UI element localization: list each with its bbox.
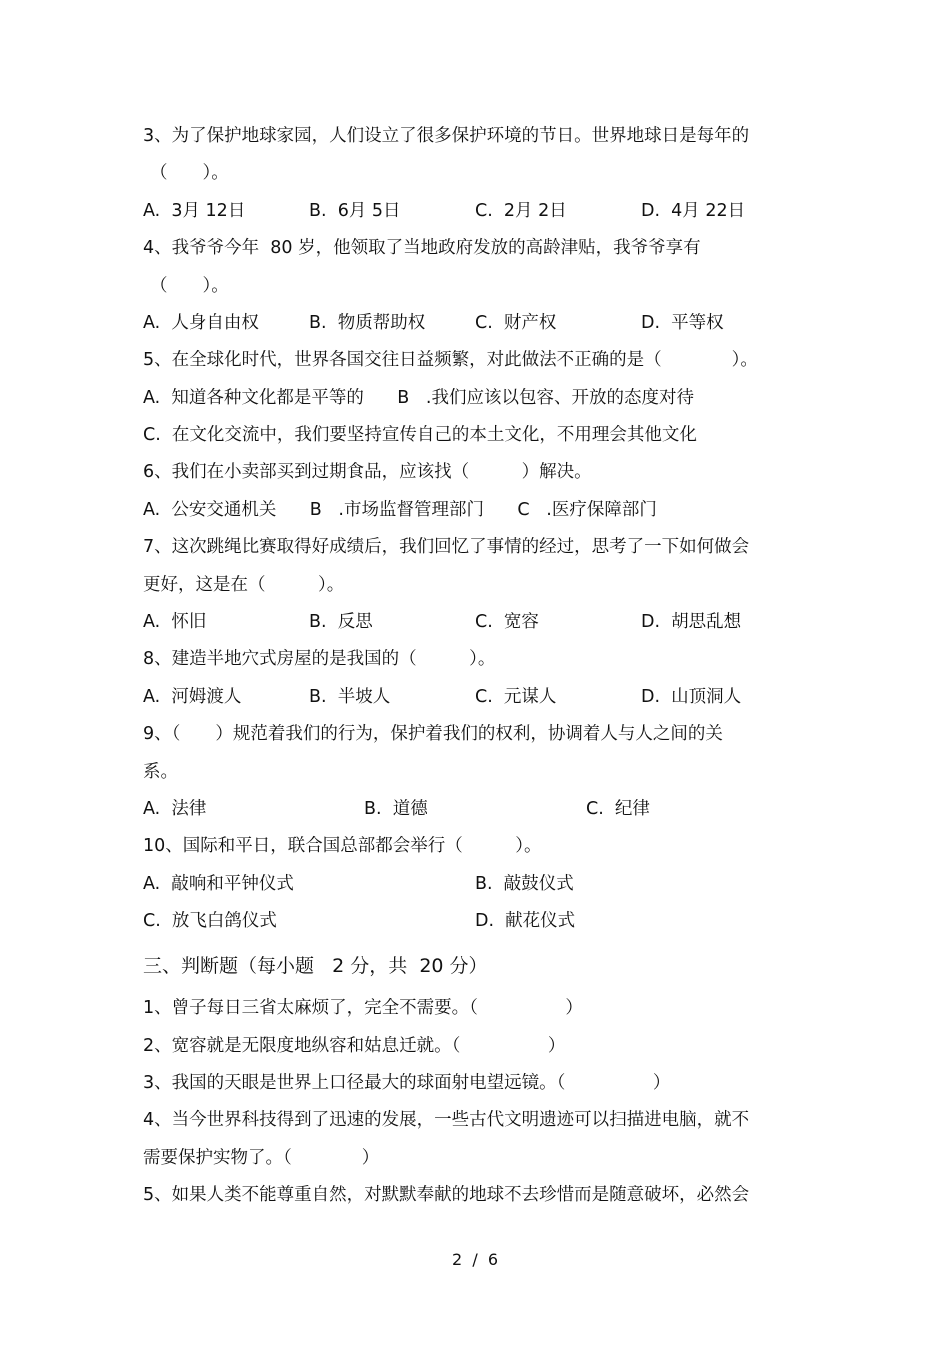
question-3-option-d: D. 4月 22日 [641, 201, 746, 221]
question-10-option-d: D. 献花仪式 [475, 911, 576, 931]
judgment-item-1: 1、曾子每日三省太麻烦了，完全不需要。（ ） [143, 998, 583, 1018]
question-5-option-ab: A. 知道各种文化都是平等的 B .我们应该以包容、开放的态度对待 [143, 388, 694, 408]
question-7-option-d: D. 胡思乱想 [641, 612, 742, 632]
question-7-option-c: C. 宽容 [475, 612, 539, 632]
question-3-line-1: 3、为了保护地球家园，人们设立了很多保护环境的节日。世界地球日是每年的 [143, 126, 750, 146]
question-9-line-1: 9、（ ）规范着我们的行为，保护着我们的权利，协调着人与人之间的关 [143, 724, 723, 744]
question-3-line-2: （ ）。 [150, 163, 229, 183]
question-7-option-b: B. 反思 [309, 612, 373, 632]
question-4-line-2: （ ）。 [150, 276, 229, 296]
question-8-option-c: C. 元谋人 [475, 687, 557, 707]
question-3-option-b: B. 6月 5日 [309, 201, 401, 221]
question-4-option-c: C. 财产权 [475, 313, 557, 333]
question-10-option-b: B. 敲鼓仪式 [475, 874, 574, 894]
question-7-line-1: 7、这次跳绳比赛取得好成绩后，我们回忆了事情的经过，思考了一下如何做会 [143, 537, 750, 557]
question-7-option-a: A. 怀旧 [143, 612, 207, 632]
page-number: 2 / 6 [452, 1250, 499, 1269]
question-9-option-c: C. 纪律 [586, 799, 650, 819]
question-4-option-a: A. 人身自由权 [143, 313, 259, 333]
question-4-line-1: 4、我爷爷今年 80 岁，他领取了当地政府发放的高龄津贴，我爷爷享有 [143, 238, 701, 258]
question-10-option-c: C. 放飞白鸽仪式 [143, 911, 277, 931]
judgment-item-2: 2、宽容就是无限度地纵容和姑息迁就。（ ） [143, 1036, 566, 1056]
question-9-option-a: A. 法律 [143, 799, 207, 819]
judgment-item-4-line-2: 需要保护实物了。（ ） [143, 1148, 380, 1168]
judgment-item-5-line-1: 5、如果人类不能尊重自然，对默默奉献的地球不去珍惜而是随意破坏，必然会 [143, 1185, 750, 1205]
question-6-line-1: 6、我们在小卖部买到过期食品，应该找（ ）解决。 [143, 462, 592, 482]
question-8-option-d: D. 山顶洞人 [641, 687, 742, 707]
question-5-option-c: C. 在文化交流中，我们要坚持宣传自己的本土文化，不用理会其他文化 [143, 425, 697, 445]
question-8-line-1: 8、建造半地穴式房屋的是我国的（ ）。 [143, 649, 496, 669]
question-8-option-a: A. 河姆渡人 [143, 687, 242, 707]
section-3-heading: 三、判断题（每小题 2 分，共 20 分） [143, 955, 488, 977]
question-9-option-b: B. 道德 [364, 799, 428, 819]
question-3-option-c: C. 2月 2日 [475, 201, 567, 221]
question-9-line-2: 系。 [143, 762, 178, 782]
question-7-line-2: 更好，这是在（ ）。 [143, 575, 345, 595]
question-4-option-b: B. 物质帮助权 [309, 313, 426, 333]
question-3-option-a: A. 3月 12日 [143, 201, 246, 221]
question-10-option-a: A. 敲响和平钟仪式 [143, 874, 294, 894]
judgment-item-3: 3、我国的天眼是世界上口径最大的球面射电望远镜。（ ） [143, 1073, 671, 1093]
question-6-options: A. 公安交通机关 B .市场监督管理部门 C .医疗保障部门 [143, 500, 657, 520]
question-4-option-d: D. 平等权 [641, 313, 724, 333]
judgment-item-4-line-1: 4、当今世界科技得到了迅速的发展，一些古代文明遗迹可以扫描进电脑，就不 [143, 1110, 750, 1130]
question-8-option-b: B. 半坡人 [309, 687, 391, 707]
question-10-line-1: 10、国际和平日，联合国总部都会举行（ ）。 [143, 836, 542, 856]
question-5-line-1: 5、在全球化时代，世界各国交往日益频繁，对此做法不正确的是（ ）。 [143, 350, 758, 370]
